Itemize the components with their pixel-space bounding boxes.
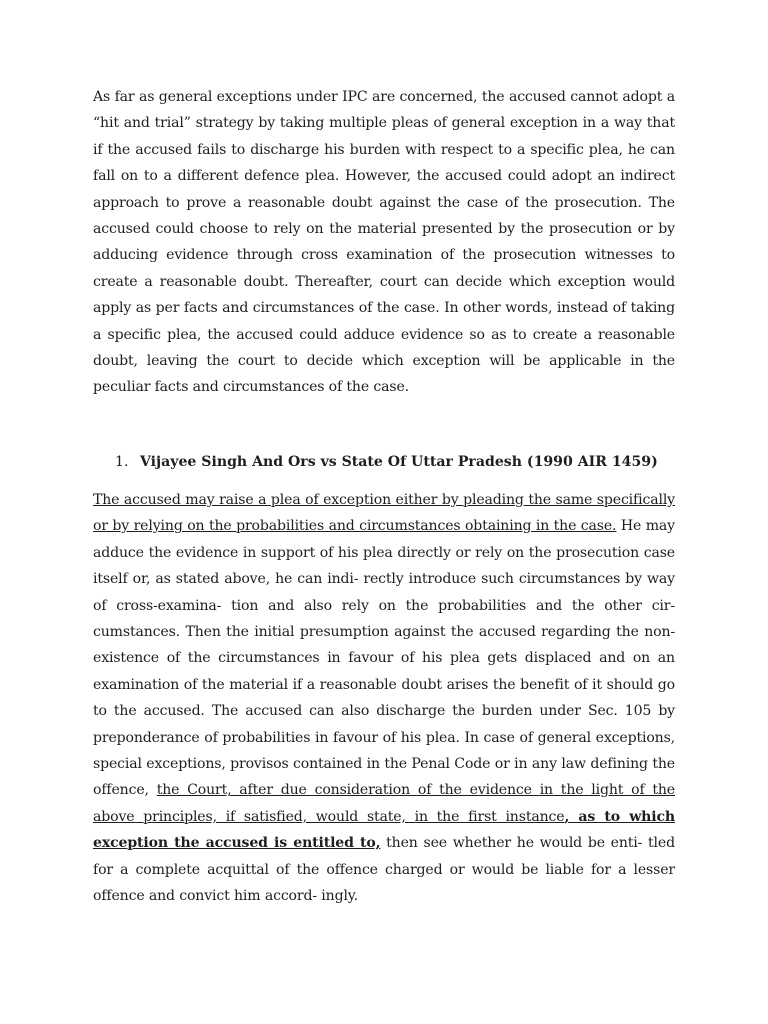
- case-title: Vijayee Singh And Ors vs State Of Uttar Pradesh (1990 AIR 1459): [140, 453, 658, 470]
- bold-underlined-exception: , as to which exception the accused is entitled to,: [93, 808, 676, 852]
- paragraph-case-excerpt: [93, 487, 675, 910]
- document-page: [93, 84, 675, 909]
- case-heading: [93, 449, 675, 475]
- underlined-court-statement: the Court, after due consideration of the evidence in the light of the above principles, if satisfied, would state, in the first instance: [93, 782, 675, 825]
- excerpt-closing: then see whether he would be enti- tled for a complete acquittal of the offence charged or would be liable for a lesser offence and convict him accord- ingly.: [93, 835, 675, 904]
- underlined-opening: The accused may raise a plea of exception either by pleading the same specifically or by relying on the probabilities and circumstances obtaining in the case.: [93, 491, 675, 535]
- case-number: 1.: [115, 453, 129, 470]
- paragraph-general-exceptions: As far as general exceptions under IPC are concerned, the accused cannot adopt a “hit and trial” strategy by taking multiple pleas of general exception in a way that if the accused fails to discharge his burden with respect to a specific plea, he can fall on to a different defence plea. However, the accused could adopt an indirect approach to prove a reasonable doubt against the case of the prosecution. The accused could choose to rely on the material presented by the prosecution or by adducing evidence through cross examination of the prosecution witnesses to create a reasonable doubt. Thereafter, court can decide which exception would apply as per facts and circumstances of the case. In other words, instead of taking a specific plea, the accused could adduce evidence so as to create a reasonable doubt, leaving the court to decide which exception will be applicable in the peculiar facts and circumstances of the case.: [93, 89, 675, 396]
- excerpt-body: He may adduce the evidence in support of his plea directly or rely on the prosecution case itself or, as stated above, he can indi- rectly introduce such circumstances by way of cross-examina- tion and also rely on the probabilities and the other cir- cumstances. Then the initial presumption against the accused regarding the non-existence of the circumstances in favour of his plea gets displaced and on an examination of the material if a reasonable doubt arises the benefit of it should go to the accused. The accused can also discharge the burden under Sec. 105 by preponderance of probabilities in favour of his plea. In case of general exceptions, special exceptions, provisos contained in the Penal Code or in any law defining the offence,: [93, 518, 675, 799]
